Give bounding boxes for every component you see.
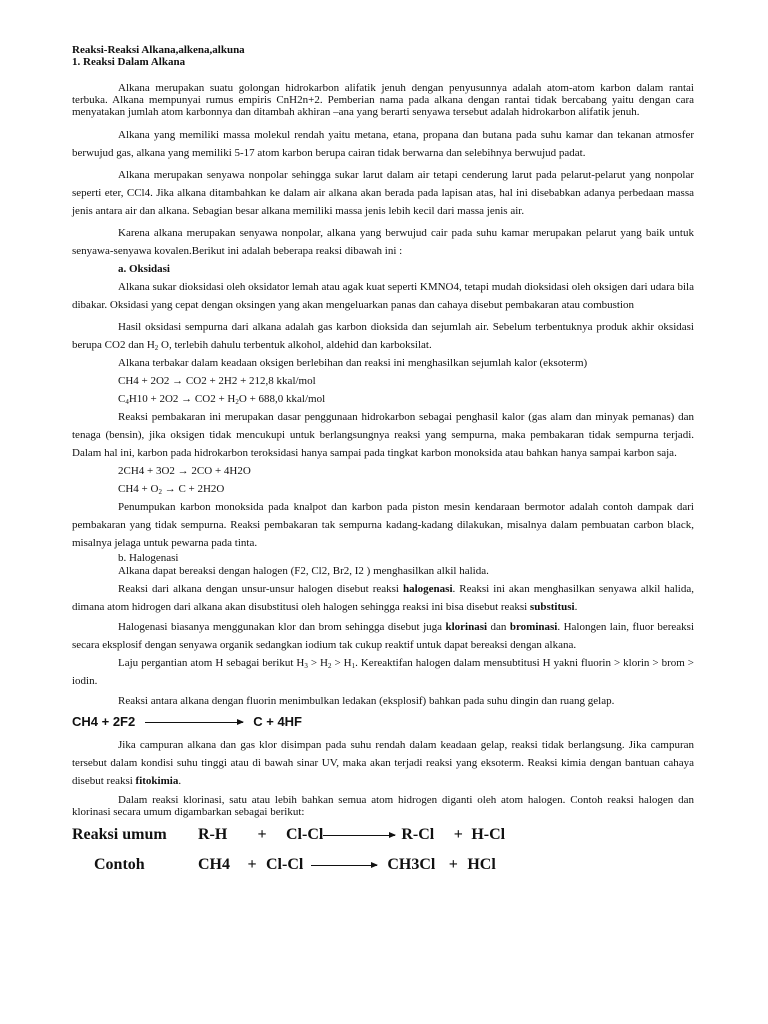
- paragraph: Hasil oksidasi sempurna dari alkana adalah gas karbon dioksida dan sejumlah air. Sebelum terbentuknya produk akhir oksidasi berupa CO2 dan $H_2$ O, terlebih dahulu terbentuk alkohol, aldehid dan karboksilat.: [72, 321, 694, 352]
- text-run: .: [178, 775, 182, 787]
- paragraph: Alkana merupakan senyawa nonpolar sehingga sukar larut dalam air tetapi cenderung larut pada pelarut-pelarut yang nonpolar seperti eter, CCl4. Jika alkana ditambahkan ke dalam air alkana akan berada pada lapisan atas, hal ini disebabkan adanya perbedaan massa jenis antara air dan alkana. Sebagian besar alkana memiliki massa jenis lebih kecil dari massa jenis air.: [72, 169, 694, 217]
- document-page: [72, 44, 694, 880]
- text-run: Halogenasi biasanya menggunakan klor dan brom sehingga disebut juga: [118, 621, 446, 633]
- paragraph-fitokimia: [72, 736, 694, 790]
- reactant: Cl-Cl: [286, 826, 324, 843]
- subsection-heading-halogenasi: b. Halogenasi: [118, 552, 179, 564]
- product: HCl: [467, 856, 496, 873]
- plus-sign: +: [453, 826, 463, 843]
- paragraph: Laju pergantian atom H sebagai berikut $H_3 > H_2 > H_1$. Kereaktifan halogen dalam mensubtitusi H yakni fluorin > klorin > brom > iodin.: [72, 657, 695, 687]
- bold-term: substitusi: [529, 601, 575, 613]
- section-heading: 1. Reaksi Dalam Alkana: [72, 56, 186, 68]
- text-run: Jika campuran alkana dan gas klor disimpan pada suhu rendah dalam keadaan gelap, reaksi tidak berlangsung. Jika campuran tersebut dalam kondisi suhu tinggi atau di bawah sinar UV, maka akan terjadi reaksi yang eksoterm. Reaksi kimia dengan bantuan cahaya disebut reaksi: [72, 739, 694, 787]
- bold-term: fitokimia: [135, 775, 179, 787]
- paragraph: Alkana sukar dioksidasi oleh oksidator lemah atau agak kuat seperti KMNO4, tetapi mudah dioksidasi oleh oksigen dari udara bila dibakar. Oksidasi yang cepat dengan oksingen yang akan mengeluarkan panas dan cahaya disebut pembakaran atau combustion: [72, 281, 694, 311]
- bold-term: klorinasi: [445, 621, 488, 633]
- text-run: . Halongen lain, fluor bereaksi secara eksplosif dengan senyawa organik sedangkan iodium tak cukup reaktif untuk dapat bereaksi dengan alkana.: [72, 621, 694, 651]
- reactant: R-H: [198, 826, 228, 843]
- bold-term: brominasi: [509, 621, 558, 633]
- paragraph: Dalam reaksi klorinasi, satu atau lebih bahkan semua atom hidrogen diganti oleh atom halogen. Contoh reaksi halogen dan klorinasi secara umum digambarkan sebagai berikut:: [72, 794, 694, 818]
- products: C + 4HF: [253, 714, 302, 729]
- text-run: .: [574, 601, 578, 613]
- paragraph: Penumpukan karbon monoksida pada knalpot dan karbon pada piston mesin kendaraan bermotor adalah contoh dampak dari pembakaran yang tidak sempurna. Reaksi pembakaran tak sempurna kadang-kadang dilakukan, misalnya dalam pembuatan carbon black, misalnya jelaga untuk pewarna pada tinta.: [72, 501, 694, 549]
- paragraph-halogenasi: [72, 580, 694, 616]
- plus-sign: +: [247, 856, 257, 873]
- paragraph: Reaksi pembakaran ini merupakan dasar penggunaan hidrokarbon sebagai penghasil kalor (gas alam dan minyak pemanas) dan tenaga (bensin), jika oksigen tidak mencukupi untuk berlangsungnya reaksi yang sempurna, maka pembakaran tidak sempurna terjadi. Dalam hal ini, karbon pada hidrokarbon teroksidasi hanya sampai pada tingkat karbon monoksida atau bahkan hanya sampai karbon saja.: [72, 411, 694, 459]
- chemical-equation: $CH4 + O_2 \to C + 2H2O$: [118, 483, 225, 496]
- row-label: Contoh: [94, 856, 145, 873]
- example-reaction-row: [72, 850, 694, 880]
- reactant: Cl-Cl: [266, 856, 304, 873]
- row-label: Reaksi umum: [72, 826, 167, 843]
- document-title: Reaksi-Reaksi Alkana,alkena,alkuna: [72, 44, 245, 56]
- paragraph: Karena alkana merupakan senyawa nonpolar, alkana yang berwujud cair pada suhu kamar merupakan pelarut yang baik untuk senyawa-senyawa kovalen.Berikut ini adalah beberapa reaksi dibawah ini :: [72, 227, 694, 257]
- general-reaction-row: [72, 820, 694, 850]
- text-run: Reaksi dari alkana dengan unsur-unsur halogen disebut reaksi: [118, 583, 403, 595]
- paragraph: Alkana yang memiliki massa molekul rendah yaitu metana, etana, propana dan butana pada suhu kamar dan tekanan atmosfer berwujud gas, alkana yang memiliki 5-17 atom karbon berupa cairan tidak berwarna dan selebihnya berwujud padat.: [72, 129, 694, 159]
- plus-sign: +: [257, 826, 267, 843]
- chlorination-reaction-table: [72, 820, 694, 880]
- paragraph: Alkana merupakan suatu golongan hidrokarbon alifatik jenuh dengan penyusunnya adalah atom-atom karbon dalam rantai terbuka. Alkana mempunyai rumus empiris CnH2n+2. Pemberian nama pada alkana dengan rantai tidak bercabang yaitu dengan cara menyatakan jumlah atom karbonnya dan ditambah akhiran –ana yang berarti senyawa tersebut adalah hidrokarbon alifatik jenuh.: [72, 82, 694, 118]
- reaction-arrow: [311, 865, 377, 866]
- plus-sign: +: [448, 856, 458, 873]
- reactants: CH4 + 2F2: [72, 714, 136, 729]
- reaction-arrow: [323, 835, 395, 836]
- product: CH3Cl: [387, 856, 436, 873]
- chemical-equation: 2CH4 + 3O2 → 2CO + 4H2O: [118, 465, 251, 477]
- chemical-equation: CH4 + 2O2 → CO2 + 2H2 + 212,8 kkal/mol: [118, 375, 316, 387]
- text-run: dan: [487, 621, 510, 633]
- product: R-Cl: [401, 826, 435, 843]
- paragraph: Alkana terbakar dalam keadaan oksigen berlebihan dan reaksi ini menghasilkan sejumlah kalor (eksoterm): [118, 357, 588, 369]
- paragraph: Alkana dapat bereaksi dengan halogen (F2, Cl2, Br2, I2 ) menghasilkan alkil halida.: [118, 565, 489, 577]
- reaction-arrow: [145, 722, 243, 723]
- product: H-Cl: [471, 826, 506, 843]
- bold-term: halogenasi: [403, 583, 453, 595]
- fluorin-reaction-equation: [72, 710, 694, 734]
- reactant: CH4: [198, 856, 230, 873]
- paragraph-klorinasi: [72, 618, 694, 654]
- subsection-heading-oksidasi: a. Oksidasi: [118, 263, 170, 275]
- chemical-equation: $C_4H10 + 2O2 \to CO2 + H_2O + 688,0$ kkal/mol: [118, 393, 326, 406]
- text-run: . Reaksi ini akan menghasilkan senyawa alkil halida, dimana atom hidrogen dari alkana akan disubstitusi oleh halogen sehingga reaksi ini bisa disebut reaksi: [72, 583, 694, 613]
- paragraph: Reaksi antara alkana dengan fluorin menimbulkan ledakan (eksplosif) bahkan pada suhu dingin dan ruang gelap.: [118, 695, 615, 707]
